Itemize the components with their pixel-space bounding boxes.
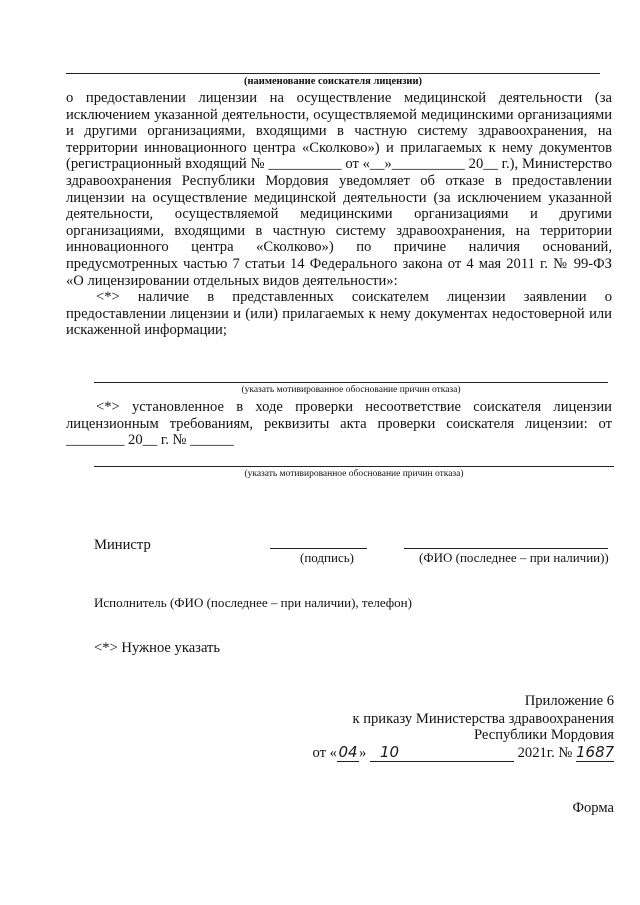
main-text: о предоставлении лицензии на осуществление медицинской деятельности (за исключением указанной деятельности, осуществляемой медицинскими организациями и другими организациями, входящими в частную систему здравоохранения, на территории инновационного центра «Сколково») и прилагаемых к нему документов (регистрационный входящий № __________ от «__»__________ 20__ г.), Министерство здравоохранения Республики Мордовия уведомляет об отказе в предоставлении лицензии на осуществление медицинской деятельности (за исключением указанной деятельности, осуществляемой медицинскими организациями и другими организациями, входящими в частную систему здравоохранения, на территории инновационного центра «Сколково») по причине наличия оснований, предусмотренных частью 7 статьи 14 Федерального закона от 4 мая 2011 г. № 99-ФЗ «О лицензировании отдельных видов деятельности»: bbox=[66, 90, 612, 289]
appendix-line-2: Республики Мордовия bbox=[473, 727, 614, 743]
form-label: Форма bbox=[572, 800, 614, 816]
footnote: <*> Нужное указать bbox=[94, 640, 221, 656]
fio-line bbox=[404, 548, 608, 549]
signature-line bbox=[270, 548, 367, 549]
date-day: 04 bbox=[338, 743, 358, 761]
minister-label: Министр bbox=[94, 537, 151, 553]
appendix-title: Приложение 6 bbox=[524, 693, 614, 709]
order-number: 1687 bbox=[576, 743, 615, 761]
appendix-date-line bbox=[313, 743, 614, 762]
reason-1-text: <*> наличие в представленных соискателем лицензии заявлении о предоставлении лицензии и (или) прилагаемых к нему документах недостоверной или искаженной информации; bbox=[66, 289, 612, 339]
applicant-name-line bbox=[66, 73, 600, 74]
date-year: 2021г. № bbox=[517, 745, 573, 761]
date-mid: » bbox=[358, 745, 367, 761]
applicant-name-caption: (наименование соискателя лицензии) bbox=[243, 76, 423, 87]
main-paragraph bbox=[66, 90, 612, 339]
date-month: 10 bbox=[370, 743, 514, 762]
reason-2-text: <*> установленное в ходе проверки несоответствие соискателя лицензии лицензионным требованиям, реквизиты акта проверки соискателя лицензии: от ________ 20__ г. № ______ bbox=[66, 399, 612, 449]
appendix-line-1: к приказу Министерства здравоохранения bbox=[352, 711, 614, 727]
date-prefix: от « bbox=[312, 745, 337, 761]
reason-1-line bbox=[94, 382, 608, 383]
reason-2-caption: (указать мотивированное обоснование причин отказа) bbox=[244, 469, 464, 479]
executor-label: Исполнитель (ФИО (последнее – при наличии), телефон) bbox=[94, 595, 412, 610]
fio-caption: (ФИО (последнее – при наличии)) bbox=[419, 550, 609, 565]
reason-2-line bbox=[94, 466, 614, 467]
signature-caption: (подпись) bbox=[300, 550, 354, 565]
reason-1-caption: (указать мотивированное обоснование причин отказа) bbox=[241, 385, 461, 395]
reason-2-paragraph bbox=[66, 399, 612, 449]
